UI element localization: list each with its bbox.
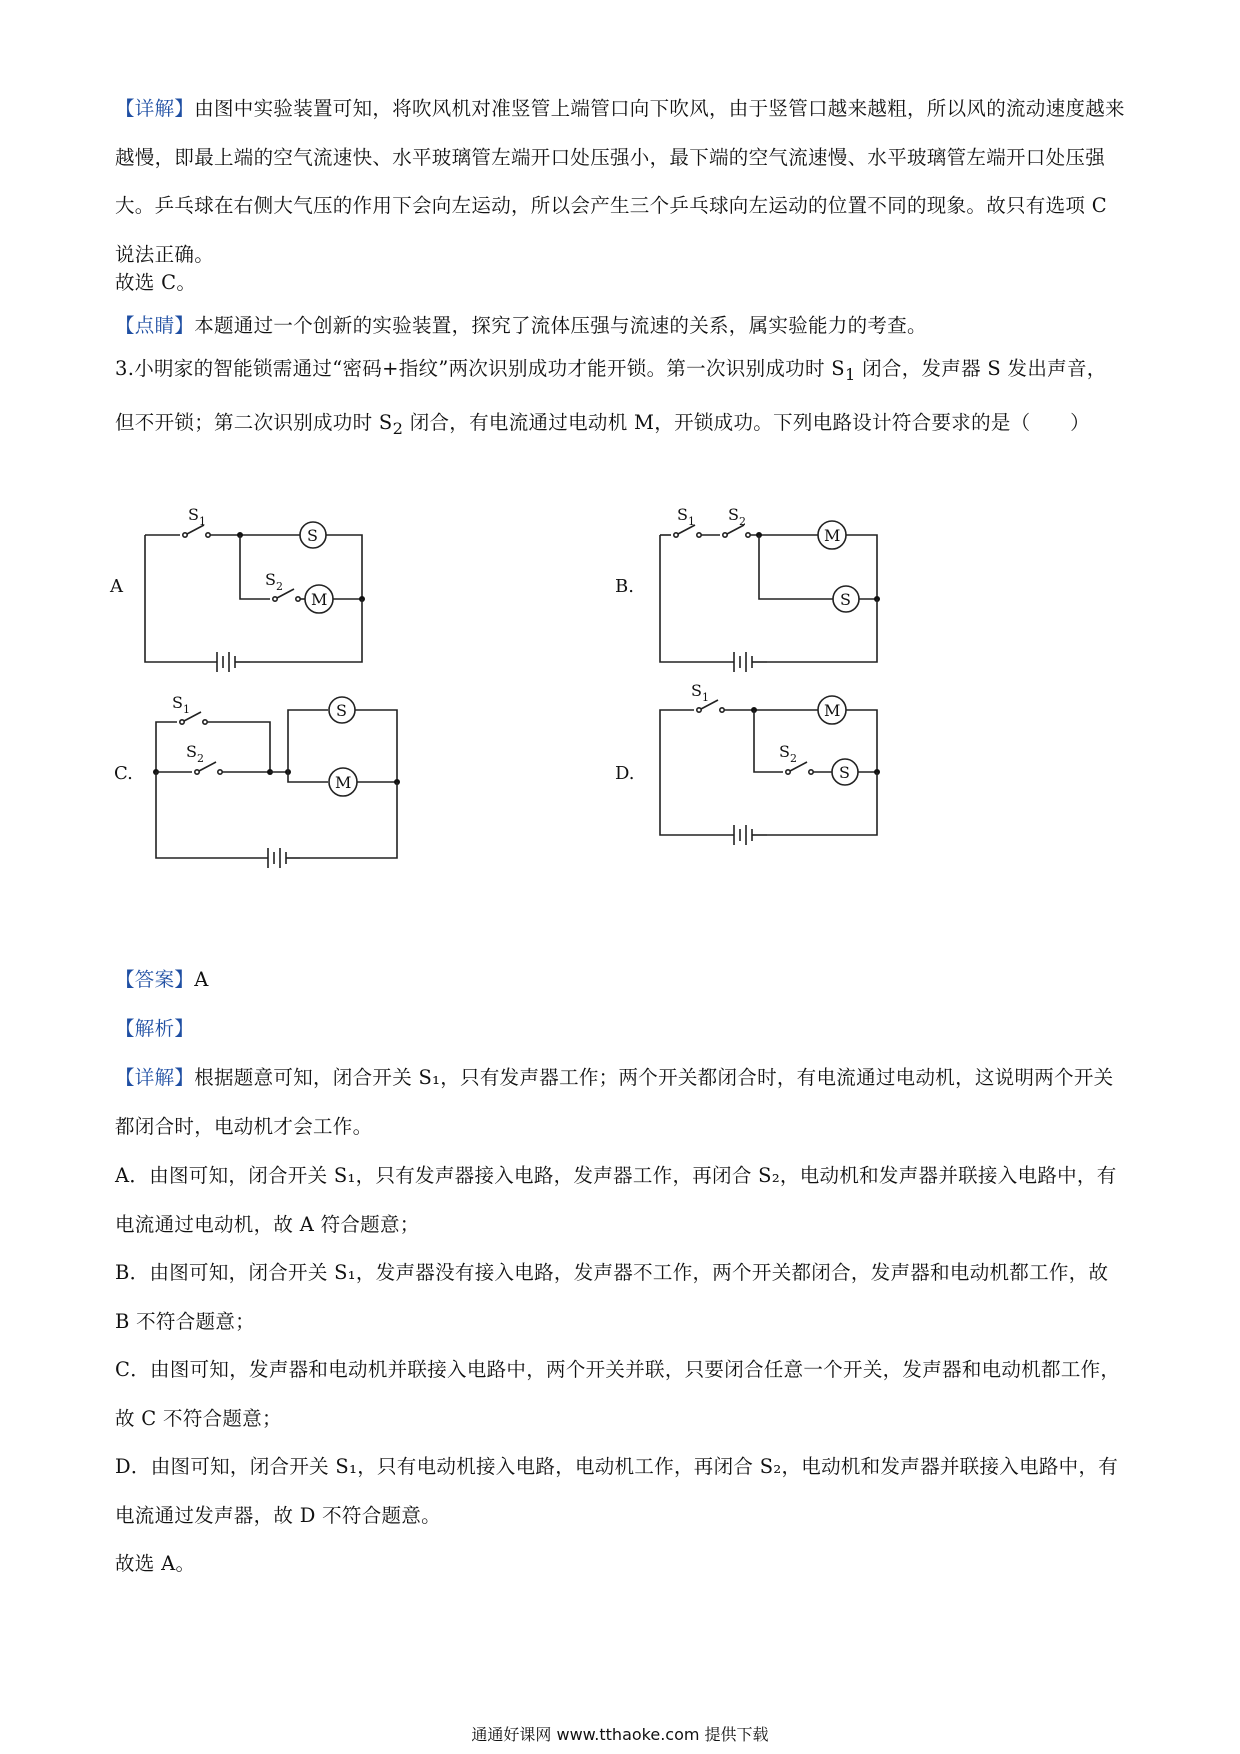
svg-text:S: S — [839, 763, 850, 782]
final-choice: 故选 A。 — [115, 1552, 196, 1575]
question-part3: 闭合，有电流通过电动机 M，开锁成功。下列电路设计符合要求的是（ ） — [403, 411, 1090, 435]
question-paragraph — [115, 345, 1125, 454]
svg-text:S: S — [840, 590, 851, 609]
intro-choice: 故选 C。 — [115, 271, 197, 294]
svg-text:S: S — [336, 701, 347, 720]
diagram-d-s2-label: $S_2$ — [779, 742, 797, 765]
question-part1: 3.小明家的智能锁需通过“密码+指纹”两次识别成功才能开锁。第一次识别成功时 S — [115, 357, 845, 380]
option-a-letter: A． — [115, 1164, 150, 1187]
option-a-text: 由图可知，闭合开关 S₁，只有发声器接入电路，发声器工作，再闭合 S₂，电动机和发声器并联接入电路中，有电流通过电动机，故 A 符合题意； — [115, 1164, 1117, 1236]
detail-text: 根据题意可知，闭合开关 S₁，只有发声器工作；两个开关都闭合时，有电流通过电动机，这说明两个开关都闭合时，电动机才会工作。 — [115, 1066, 1114, 1138]
answer-line — [115, 956, 1125, 1005]
answer-tag: 【答案】 — [115, 968, 195, 991]
diagram-d-battery — [734, 825, 752, 845]
diagram-b-battery — [734, 652, 752, 672]
diagram-b-s2-label: $S_2$ — [728, 505, 746, 528]
diagram-a-battery — [217, 652, 235, 672]
svg-text:S: S — [307, 526, 318, 545]
diagram-a-s2-label: $S_2$ — [265, 570, 283, 593]
option-c-letter: C． — [115, 1358, 151, 1381]
diagram-d-label: D. — [615, 763, 635, 784]
option-b-letter: B． — [115, 1261, 150, 1284]
option-b-paragraph — [115, 1249, 1125, 1346]
option-c-text: 由图可知，发声器和电动机并联接入电路中，两个开关并联，只要闭合任意一个开关，发声器和电动机都工作，故 C 不符合题意； — [115, 1358, 1121, 1430]
comment-text: 本题通过一个创新的实验装置，探究了流体压强与流速的关系，属实验能力的考查。 — [194, 314, 927, 337]
option-d-letter: D． — [115, 1455, 151, 1478]
detail-tag: 【详解】 — [115, 1066, 195, 1089]
question-part2: 闭合，发声器 S 发出声音，但不开锁；第二次识别成功时 S — [115, 357, 1107, 435]
option-c-paragraph — [115, 1346, 1125, 1443]
svg-text:M: M — [824, 526, 841, 545]
circuit-diagram-b — [615, 505, 935, 729]
option-d-paragraph — [115, 1443, 1125, 1540]
svg-text:M: M — [824, 701, 841, 720]
option-a-paragraph — [115, 1152, 1125, 1249]
diagram-c-s1-label: $S_1$ — [172, 693, 190, 716]
question-sub2: 2 — [392, 419, 404, 439]
svg-text:M: M — [335, 773, 352, 792]
circuit-diagram-d — [615, 681, 935, 964]
diagram-a-label: A — [110, 576, 123, 597]
intro-tag: 【详解】 — [115, 97, 195, 120]
analysis-tag: 【解析】 — [115, 1017, 195, 1040]
detail-paragraph — [115, 1054, 1125, 1151]
question-sub1: 1 — [844, 364, 856, 384]
circuit-diagram-c — [100, 693, 420, 954]
diagram-c-s2-label: $S_2$ — [186, 742, 204, 765]
comment-paragraph — [115, 302, 1125, 351]
diagram-c-battery — [268, 848, 286, 868]
diagram-b-s1-label: $S_1$ — [677, 505, 695, 528]
intro-text: 由图中实验装置可知，将吹风机对准竖管上端管口向下吹风，由于竖管口越来越粗，所以风的流动速度越来越慢，即最上端的空气流速快、水平玻璃管左端开口处压强小，最下端的空气流速慢、水平玻璃管左端开口处压强大。乒乓球在右侧大气压的作用下会向左运动，所以会产生三个乒乓球向左运动的位置不同的现象。故只有选项 C 说法正确。 — [115, 97, 1125, 266]
diagram-c-label: C. — [114, 763, 133, 784]
diagram-a-s1-label: $S_1$ — [188, 505, 206, 528]
svg-text:M: M — [311, 590, 328, 609]
diagram-d-s1-label: $S_1$ — [691, 681, 709, 704]
option-d-text: 由图可知，闭合开关 S₁，只有电动机接入电路，电动机工作，再闭合 S₂，电动机和发声器并联接入电路中，有电流通过发声器，故 D 不符合题意。 — [115, 1455, 1119, 1527]
page-footer: 通通好课网 www.tthaoke.com 提供下载 — [471, 1725, 769, 1744]
answer-value: A — [194, 968, 209, 991]
comment-tag: 【点睛】 — [115, 314, 195, 337]
diagram-b-label: B. — [615, 576, 634, 597]
option-b-text: 由图可知，闭合开关 S₁，发声器没有接入电路，发声器不工作，两个开关都闭合，发声器和电动机都工作，故 B 不符合题意； — [115, 1261, 1109, 1333]
circuit-diagram-a — [100, 505, 420, 729]
intro-paragraph — [115, 85, 1125, 279]
